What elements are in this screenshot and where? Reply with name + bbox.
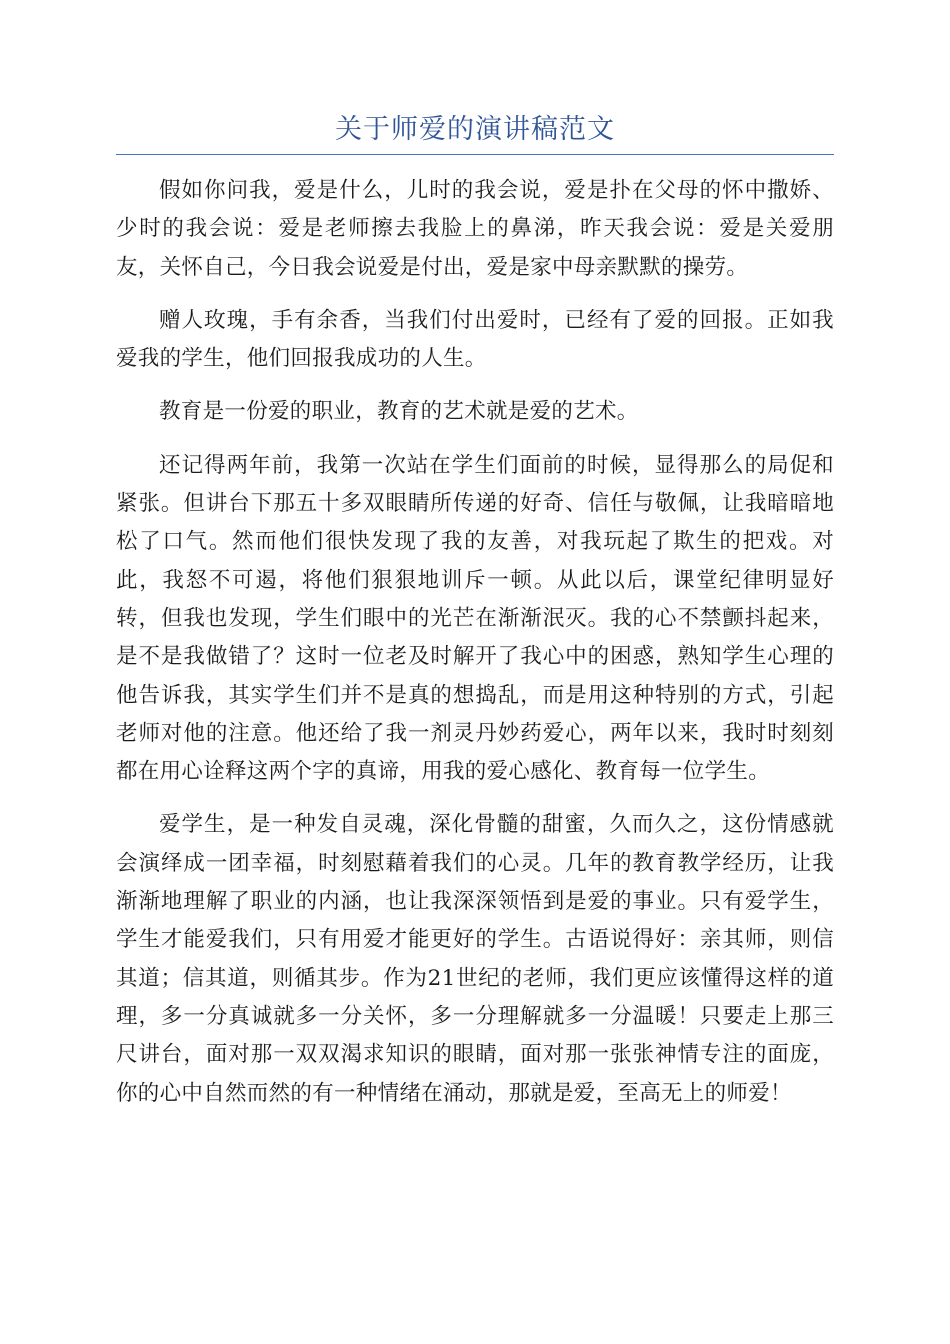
paragraph-3: 教育是一份爱的职业，教育的艺术就是爱的艺术。 (159, 399, 639, 425)
paragraph-4: 还记得两年前，我第一次站在学生们面前的时候，显得那么的局促和紧张。但讲台下那五十多双眼睛所传递的好奇、信任与敬佩，让我暗暗地松了口气。然而他们很快发现了我的友善，对我玩起了欺生的把戏。对此，我怒不可遏，将他们狠狠地训斥一顿。从此以后，课堂纪律明显好转，但我也发现，学生们眼中的光芒在渐渐泯灭。我的心不禁颤抖起来，是不是我做错了？这时一位老及时解开了我心中的困惑，熟知学生心理的他告诉我，其实学生们并不是真的想捣乱，而是用这种特别的方式，引起老师对他的注意。他还给了我一剂灵丹妙药爱心，两年以来，我时时刻刻都在用心诠释这两个字的真谛，用我的爱心感化、教育每一位学生。 (116, 452, 834, 785)
paragraph-1: 假如你问我，爱是什么，儿时的我会说，爱是扑在父母的怀中撒娇、少时的我会说：爱是老师擦去我脸上的鼻涕，昨天我会说：爱是关爱朋友，关怀自己，今日我会说爱是付出，爱是家中母亲默默的操劳。 (116, 178, 834, 280)
paragraph-5: 爱学生，是一种发自灵魂，深化骨髓的甜蜜，久而久之，这份情感就会演绎成一团幸福，时刻慰藉着我们的心灵。几年的教育教学经历，让我渐渐地理解了职业的内涵，也让我深深领悟到是爱的事业。只有爱学生，学生才能爱我们，只有用爱才能更好的学生。古语说得好：亲其师，则信其道；信其道，则循其步。作为21世纪的老师，我们更应该懂得这样的道理，多一分真诚就多一分关怀，多一分理解就多一分温暖！只要走上那三尺讲台，面对那一双双渴求知识的眼睛，面对那一张张神情专注的面庞，你的心中自然而然的有一种情绪在涌动，那就是爱，至高无上的师爱！ (116, 812, 834, 1106)
paragraph-2: 赠人玫瑰，手有余香，当我们付出爱时，已经有了爱的回报。正如我爱我的学生，他们回报我成功的人生。 (116, 307, 834, 372)
document-body (116, 172, 834, 1128)
title-underline (116, 154, 834, 155)
document-title: 关于师爱的演讲稿范文 (335, 114, 615, 145)
